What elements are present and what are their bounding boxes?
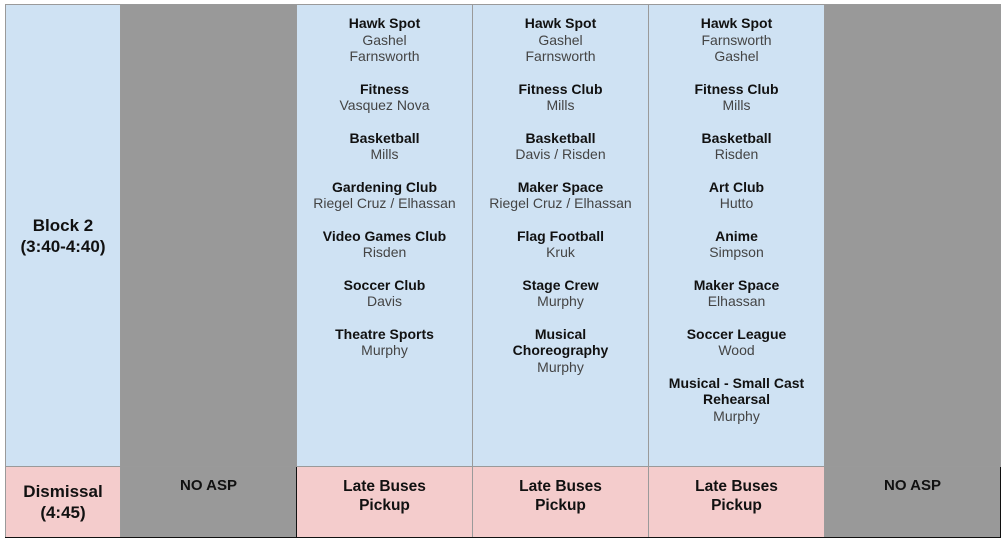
activities-cell xyxy=(297,5,473,467)
club-entry xyxy=(649,277,824,310)
club-advisor: Murphy xyxy=(361,342,408,358)
club-advisor: Murphy xyxy=(713,407,760,424)
club-entry xyxy=(297,130,472,163)
club-advisor: Kruk xyxy=(546,244,575,260)
no-asp-cell: NO ASP xyxy=(825,467,1001,538)
club-name: Basketball xyxy=(349,129,420,146)
club-name: Basketball xyxy=(701,129,772,146)
club-advisor: Davis / Risden xyxy=(515,146,606,162)
activities-cell xyxy=(649,5,825,467)
club-entry xyxy=(473,179,648,212)
late-buses-label: Late Buses xyxy=(343,478,426,495)
dismissal-label: Dismissal xyxy=(23,482,103,501)
club-name: Maker Space xyxy=(693,276,780,293)
club-advisor: Murphy xyxy=(537,293,584,309)
late-buses-label: Late Buses xyxy=(519,478,602,495)
club-name: Hawk Spot xyxy=(524,15,597,31)
club-advisor: Hutto xyxy=(719,195,754,211)
club-name: Maker Space xyxy=(517,178,604,195)
club-name: Anime xyxy=(715,227,758,244)
club-name: Fitness Club xyxy=(518,80,603,97)
club-name: Basketball xyxy=(525,129,596,146)
club-advisor: Davis xyxy=(366,293,402,309)
block-label: Block 2 xyxy=(32,215,94,235)
club-list xyxy=(649,5,824,424)
club-advisor: Murphy xyxy=(537,358,584,375)
block-time: (3:40-4:40) xyxy=(20,236,106,256)
club-list xyxy=(473,5,648,375)
club-name: Art Club xyxy=(708,178,765,195)
dismissal-time: (4:45) xyxy=(40,503,86,522)
club-advisor: Mills xyxy=(722,97,751,113)
club-entry xyxy=(473,15,648,65)
club-name: Musical Choreography xyxy=(512,325,609,358)
club-entry xyxy=(649,228,824,261)
no-program-cell xyxy=(121,5,297,467)
late-buses-cell xyxy=(297,467,473,538)
club-entry xyxy=(473,130,648,163)
club-entry xyxy=(297,81,472,114)
dismissal-row xyxy=(6,467,1001,538)
club-entry xyxy=(297,277,472,310)
late-buses-cell xyxy=(649,467,825,538)
club-advisor: Simpson xyxy=(709,244,764,260)
block-2-label-cell xyxy=(6,5,121,467)
club-entry xyxy=(473,228,648,261)
club-advisor: Gashel xyxy=(714,48,759,64)
club-name: Fitness Club xyxy=(694,80,779,97)
club-advisor: Risden xyxy=(362,244,407,260)
club-advisor: Gashel xyxy=(362,31,407,48)
club-entry xyxy=(473,81,648,114)
club-entry xyxy=(297,326,472,359)
club-advisor: Mills xyxy=(370,146,399,162)
club-name: Musical - Small Cast Rehearsal xyxy=(668,374,805,407)
pickup-label: Pickup xyxy=(535,497,586,514)
club-entry xyxy=(473,326,648,376)
dismissal-label-cell xyxy=(6,467,121,538)
club-advisor: Riegel Cruz / Elhassan xyxy=(313,195,456,211)
club-name: Stage Crew xyxy=(522,276,599,293)
club-entry xyxy=(649,326,824,359)
club-advisor: Farnsworth xyxy=(349,48,420,64)
club-list xyxy=(297,5,472,359)
club-name: Gardening Club xyxy=(332,178,437,195)
pickup-label: Pickup xyxy=(359,497,410,514)
club-advisor: Mills xyxy=(546,97,575,113)
club-entry xyxy=(649,375,824,425)
block-2-row xyxy=(6,5,1001,467)
no-program-cell xyxy=(825,5,1001,467)
schedule-table xyxy=(5,4,1001,538)
no-asp-cell: NO ASP xyxy=(121,467,297,538)
club-advisor: Riegel Cruz / Elhassan xyxy=(489,195,632,211)
club-entry xyxy=(649,81,824,114)
club-name: Soccer Club xyxy=(343,276,426,293)
club-name: Hawk Spot xyxy=(700,15,773,31)
club-advisor: Wood xyxy=(718,342,755,358)
club-advisor: Elhassan xyxy=(707,293,766,309)
club-name: Soccer League xyxy=(686,325,787,342)
pickup-label: Pickup xyxy=(711,497,762,514)
club-name: Fitness xyxy=(359,80,409,97)
club-advisor: Farnsworth xyxy=(525,48,596,64)
club-entry xyxy=(649,130,824,163)
club-entry xyxy=(297,15,472,65)
activities-cell xyxy=(473,5,649,467)
club-entry xyxy=(649,179,824,212)
club-name: Flag Football xyxy=(516,227,605,244)
club-name: Theatre Sports xyxy=(335,325,434,342)
club-entry xyxy=(297,179,472,212)
club-advisor: Risden xyxy=(714,146,759,162)
club-entry xyxy=(473,277,648,310)
late-buses-label: Late Buses xyxy=(695,478,778,495)
club-name: Hawk Spot xyxy=(348,15,421,31)
club-advisor: Vasquez Nova xyxy=(339,97,430,113)
club-advisor: Farnsworth xyxy=(701,31,772,48)
club-entry xyxy=(649,15,824,65)
late-buses-cell xyxy=(473,467,649,538)
club-name: Video Games Club xyxy=(322,227,447,244)
club-entry xyxy=(297,228,472,261)
club-advisor: Gashel xyxy=(538,31,583,48)
